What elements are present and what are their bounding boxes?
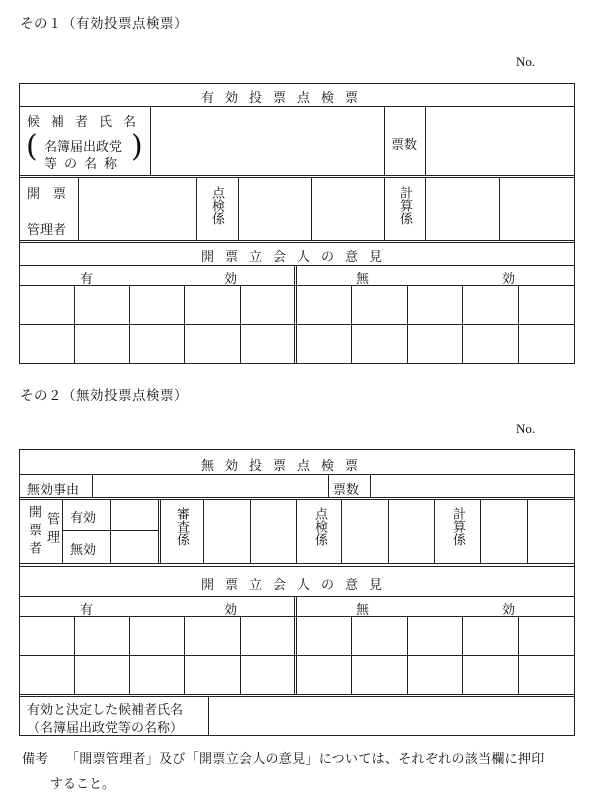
remarks-line1: 「開票管理者」及び「開票立会人の意見」については、それぞれの該当欄に押印 bbox=[66, 752, 545, 767]
form1-number-label: No. bbox=[516, 54, 536, 69]
form2-table-title: 無効投票点検票 bbox=[201, 459, 370, 474]
form2-invalid-label: 無 bbox=[356, 603, 370, 618]
form2-reason-label: 無効事由 bbox=[27, 483, 80, 498]
form2-valid-row-label: 有効 bbox=[70, 511, 97, 526]
form2-decided-line2: （名簿届出政党等の名称） bbox=[27, 721, 184, 736]
form1-left-paren: ( bbox=[26, 129, 38, 164]
form2-witness-title: 開票立会人の意見 bbox=[201, 578, 394, 593]
form2-manager-col1: 開票者 bbox=[26, 505, 41, 559]
form2-invalid-label2: 効 bbox=[502, 603, 516, 618]
form1-candidate-name-field[interactable] bbox=[151, 107, 384, 175]
form1-invalid-label2: 効 bbox=[502, 272, 516, 287]
form1-valid-label2: 効 bbox=[224, 272, 238, 287]
form1-invalid-label: 無 bbox=[356, 272, 370, 287]
form2-reason-field[interactable] bbox=[93, 475, 328, 497]
form1-manager-line2: 管理者 bbox=[27, 223, 67, 238]
form1-valid-label: 有 bbox=[80, 272, 94, 287]
form2-review-label: 審査係 bbox=[174, 507, 189, 546]
form2-valid-label: 有 bbox=[80, 603, 94, 618]
form2-checker-label: 点検係 bbox=[312, 507, 327, 546]
form2-invalid-row-label: 無効 bbox=[70, 543, 97, 558]
form1-party-line2: 等の名称 bbox=[44, 157, 125, 172]
form1-votes-field[interactable] bbox=[426, 107, 574, 175]
form2-votes-field[interactable] bbox=[371, 475, 574, 497]
form2-section-title: その２（無効投票点検票） bbox=[20, 388, 188, 404]
form1-section-title: その１（有効投票点検票） bbox=[20, 16, 188, 32]
form1-calc-label: 計算係 bbox=[397, 186, 412, 225]
remarks-line2: すること。 bbox=[50, 777, 116, 792]
remarks-label: 備考 bbox=[22, 752, 49, 767]
form1-witness-title: 開票立会人の意見 bbox=[201, 250, 394, 265]
form2-valid-label2: 効 bbox=[224, 603, 238, 618]
form1-votes-label: 票数 bbox=[391, 138, 418, 153]
form2-decided-candidate-field[interactable] bbox=[209, 697, 574, 735]
form2-votes-label: 票数 bbox=[333, 483, 360, 498]
form2-calc-label: 計算係 bbox=[450, 507, 465, 546]
form1-checker-label: 点検係 bbox=[209, 186, 224, 225]
form2-manager-col2: 管理 bbox=[44, 512, 59, 548]
form2-decided-line1: 有効と決定した候補者氏名 bbox=[27, 703, 184, 718]
form1-right-paren: ) bbox=[131, 129, 143, 164]
form1-manager-line1: 開 票 bbox=[27, 187, 67, 202]
form1-candidate-label: 候補者氏名 bbox=[27, 115, 148, 130]
form1-party-line1: 名簿届出政党 bbox=[44, 140, 123, 155]
form1-table-title: 有効投票点検票 bbox=[201, 91, 370, 106]
form2-number-label: No. bbox=[516, 421, 536, 436]
